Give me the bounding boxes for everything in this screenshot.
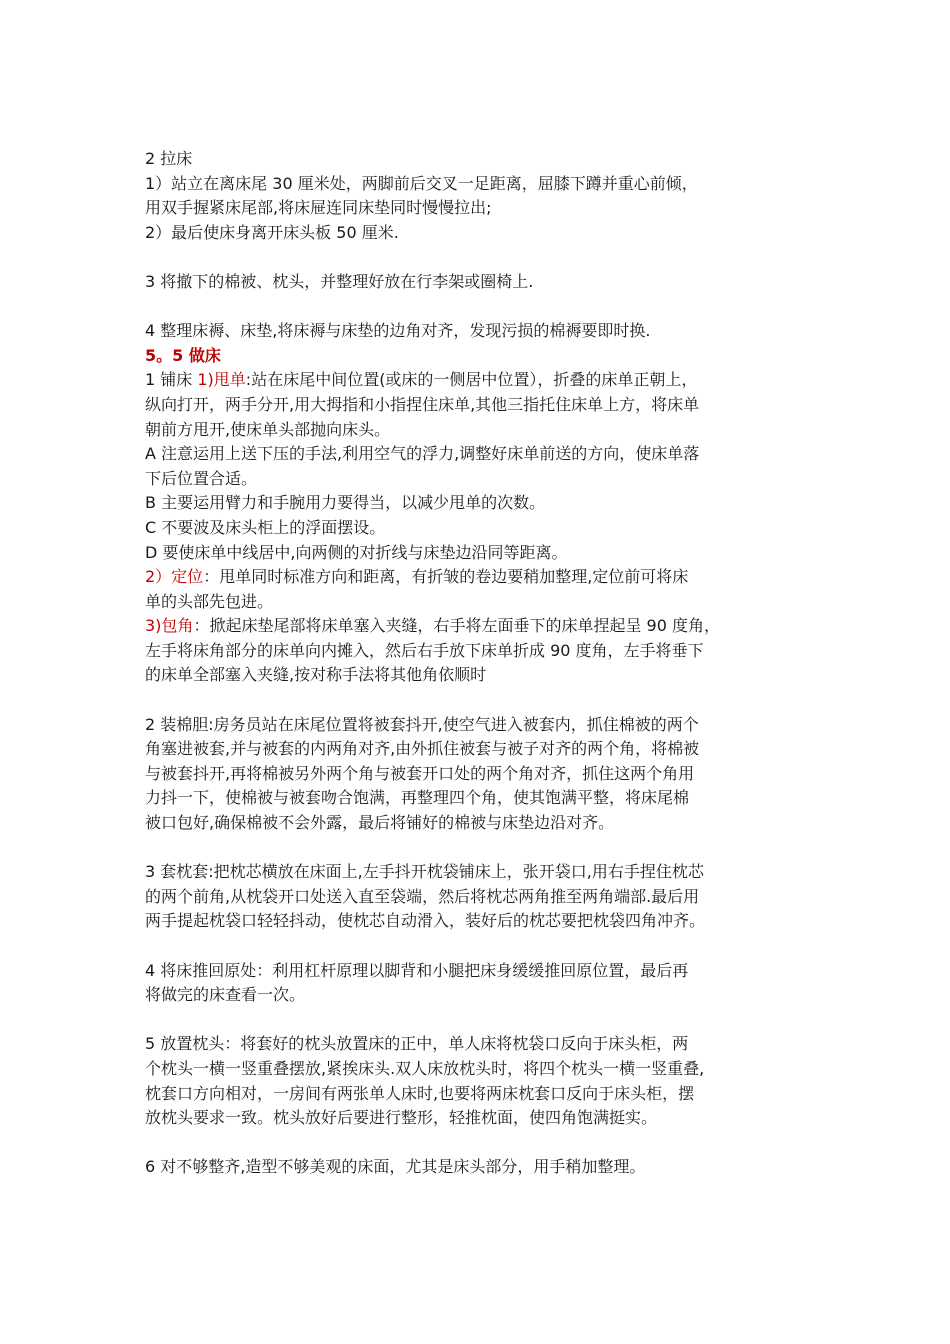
quilt-line-2: 角塞进被套,并与被套的内两角对齐,由外抓住被套与被子对齐的两个角，将棉被 [145,739,700,759]
final-tidy: 6 对不够整齐,造型不够美观的床面，尤其是床头部分，用手稍加整理。 [145,1157,646,1177]
make-bed-step-2-text: ：甩单同时标准方向和距离，有折皱的卷边要稍加整理,定位前可将床 [203,567,689,587]
make-bed-step-3-line-3: 的床单全部塞入夹缝,按对称手法将其他角依顺时 [145,665,487,685]
pillows-line-3: 枕套口方向相对，一房间有两张单人床时,也要将两床枕套口反向于床头柜，摆 [145,1083,695,1103]
section-pull-bed-line-2: 用双手握紧床尾部,将床屉连同床垫同时慢慢拉出; [145,198,492,218]
make-bed-step-3-line-2: 左手将床角部分的床单向内摊入，然后右手放下床单折成 90 度角，左手将垂下 [145,640,704,660]
make-bed-step-1-prefix: 1 铺床 [145,370,198,390]
document-body [145,147,815,1180]
quilt-line-1: 2 装棉胆:房务员站在床尾位置将被套抖开,使空气进入被套内，抓住棉被的两个 [145,714,699,734]
pillows-line-4: 放枕头要求一致。枕头放好后要进行整形，轻推枕面，使四角饱满挺实。 [145,1108,658,1128]
make-bed-note-d: D 要使床单中线居中,向两侧的对折线与床垫边沿同等距离。 [145,542,568,562]
pillows-line-2: 个枕头一横一竖重叠摆放,紧挨床头.双人床放枕头时，将四个枕头一横一竖重叠, [145,1058,705,1078]
pillowcase-line-1: 3 套枕套:把枕芯横放在床面上,左手抖开枕袋铺床上，张开袋口,用右手捏住枕芯 [145,862,704,882]
make-bed-step-1-line-2: 纵向打开，两手分开,用大拇指和小指捏住床单,其他三指托住床单上方，将床单 [145,394,700,414]
make-bed-step-1-label: 1)甩单 [197,370,246,390]
pillows-line-1: 5 放置枕头：将套好的枕头放置床的正中，单人床将枕袋口反向于床头柜，两 [145,1034,689,1054]
section-pull-bed-line-1: 1）站立在离床尾 30 厘米处，两脚前后交叉一足距离，屈膝下蹲并重心前倾， [145,173,698,193]
spacer [145,688,815,713]
section-tidy-mattress: 4 整理床褥、床垫,将床褥与床垫的边角对齐，发现污损的棉褥要即时换. [145,321,651,341]
make-bed-step-2 [145,565,815,590]
quilt-line-5: 被口包好,确保棉被不会外露，最后将铺好的棉被与床垫边沿对齐。 [145,813,615,833]
spacer [145,245,815,270]
pillowcase-line-3: 两手提起枕袋口轻轻抖动，使枕芯自动滑入，装好后的枕芯要把枕袋四角冲齐。 [145,911,706,931]
spacer [145,836,815,861]
heading-make-bed: 5。5 做床 [145,345,221,365]
make-bed-note-a-line-1: A 注意运用上送下压的手法,利用空气的浮力,调整好床单前送的方向，使床单落 [145,444,700,464]
push-back-line-2: 将做完的床查看一次。 [145,985,306,1005]
make-bed-note-a-line-2: 下后位置合适。 [145,468,258,488]
make-bed-note-c: C 不要波及床头柜上的浮面摆设。 [145,517,386,537]
make-bed-step-3-text: ：掀起床垫尾部将床单塞入夹缝，右手将左面垂下的床单捏起呈 90 度角， [193,616,720,636]
quilt-line-4: 力抖一下，使棉被与被套吻合饱满，再整理四个角，使其饱满平整，将床尾棉 [145,788,690,808]
section-pull-bed-title: 2 拉床 [145,149,193,168]
section-remove-bedding: 3 将撤下的棉被、枕头，并整理好放在行李架或圈椅上. [145,271,534,291]
quilt-line-3: 与被套抖开,再将棉被另外两个角与被套开口处的两个角对齐，抓住这两个角用 [145,763,695,783]
make-bed-step-1-line-3: 朝前方甩开,使床单头部抛向床头。 [145,419,391,439]
spacer [145,295,815,320]
spacer [145,934,815,959]
section-pull-bed-line-3: 2）最后使床身离开床头板 50 厘米. [145,222,399,242]
make-bed-step-2-label: 2）定位 [145,567,204,587]
make-bed-step-1-text: :站在床尾中间位置(或床的一侧居中位置），折叠的床单正朝上， [245,370,698,390]
make-bed-step-3 [145,614,815,639]
spacer [145,1008,815,1033]
spacer [145,1131,815,1156]
make-bed-step-3-label: 3)包角 [145,616,194,636]
pillowcase-line-2: 的两个前角,从枕袋开口处送入直至袋端，然后将枕芯两角推至两角端部.最后用 [145,886,700,906]
make-bed-step-1 [145,368,815,393]
push-back-line-1: 4 将床推回原处：利用杠杆原理以脚背和小腿把床身缓缓推回原位置，最后再 [145,960,689,980]
make-bed-note-b: B 主要运用臂力和手腕用力要得当，以减少甩单的次数。 [145,493,546,513]
make-bed-step-2-line-2: 单的头部先包进。 [145,591,274,611]
